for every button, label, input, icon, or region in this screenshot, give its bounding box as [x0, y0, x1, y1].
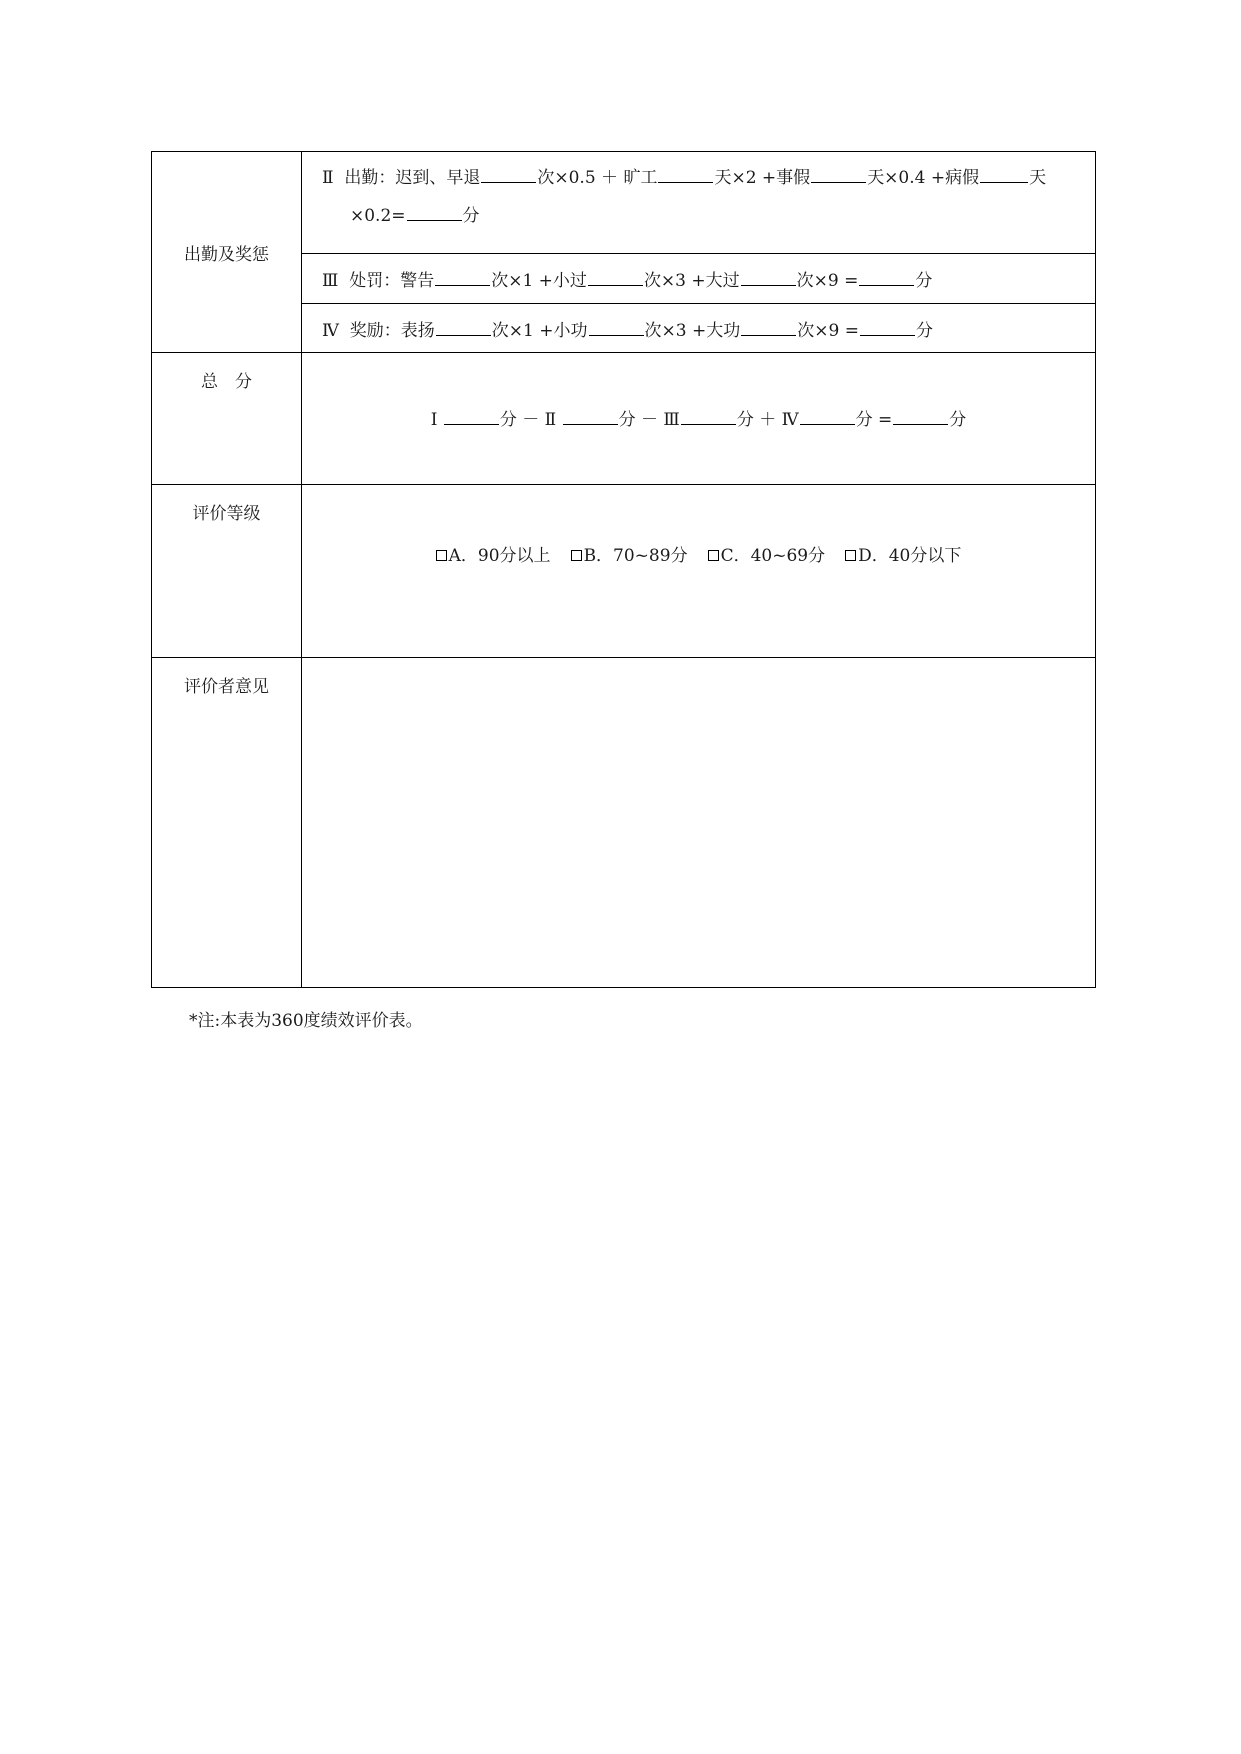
roman-ii: Ⅱ — [322, 168, 334, 188]
attendance-label: 出勤及奖惩 — [152, 152, 302, 353]
score-iii-blank[interactable] — [681, 407, 736, 425]
sick-leave-text: 天 — [1029, 168, 1047, 188]
attendance-score-unit: 分 — [462, 206, 480, 226]
absent-text: 天×2 +事假 — [714, 168, 811, 188]
opinion-label: 评价者意见 — [152, 658, 302, 988]
late-text: 次×0.5 ＋ 旷工 — [537, 168, 658, 188]
praise-blank[interactable] — [436, 318, 491, 336]
checkbox-icon[interactable] — [436, 550, 447, 561]
personal-leave-blank[interactable] — [811, 165, 866, 183]
checkbox-icon[interactable] — [571, 550, 582, 561]
total-seg-1: 分 － Ⅱ — [499, 410, 557, 430]
score-ii-blank[interactable] — [563, 407, 618, 425]
penalty-score-blank[interactable] — [859, 268, 914, 286]
reward-prefix: 奖励：表扬 — [349, 320, 435, 341]
penalty-prefix: 处罚：警告 — [349, 271, 435, 291]
personal-leave-text: 天×0.4 +病假 — [867, 168, 980, 188]
score-iv-blank[interactable] — [800, 407, 855, 425]
warning-blank[interactable] — [435, 268, 490, 286]
grade-options — [302, 485, 1096, 658]
minor-demerit-text: 次×3 +大过 — [643, 271, 740, 291]
total-formula — [302, 353, 1096, 485]
roman-iv: Ⅳ — [322, 320, 339, 341]
checkbox-icon[interactable] — [845, 550, 856, 561]
grade-option-d[interactable]: D．40分以下 — [845, 546, 961, 566]
minor-merit-blank[interactable] — [589, 318, 644, 336]
score-i-blank[interactable] — [444, 407, 499, 425]
grade-label: 评价等级 — [152, 485, 302, 658]
total-seg-5: 分 — [949, 410, 967, 430]
minor-demerit-blank[interactable] — [588, 268, 643, 286]
attendance-prefix: 出勤：迟到、早退 — [344, 168, 481, 188]
footnote: *注:本表为360度绩效评价表。 — [189, 1011, 423, 1031]
total-label: 总 分 — [152, 353, 302, 485]
reward-line — [302, 304, 1096, 353]
opinion-field[interactable] — [302, 658, 1096, 988]
penalty-score-unit: 分 — [915, 271, 933, 291]
total-seg-3: 分 ＋ Ⅳ — [736, 410, 799, 430]
sick-leave-blank[interactable] — [980, 165, 1028, 183]
late-count-blank[interactable] — [481, 165, 536, 183]
minor-merit-text: 次×3 +大功 — [644, 320, 741, 341]
major-merit-text: 次×9 = — [797, 320, 859, 341]
roman-iii: Ⅲ — [322, 271, 339, 291]
grade-option-a[interactable]: A．90分以上 — [436, 546, 551, 566]
penalty-line — [302, 254, 1096, 304]
attendance-score-blank[interactable] — [407, 203, 462, 221]
total-roman-i: Ⅰ — [430, 410, 438, 430]
total-seg-2: 分 － Ⅲ — [618, 410, 680, 430]
reward-score-unit: 分 — [915, 320, 933, 341]
evaluation-form-table — [151, 151, 1096, 988]
grade-option-b[interactable]: B．70~89分 — [571, 546, 688, 566]
checkbox-icon[interactable] — [708, 550, 719, 561]
grade-option-c[interactable]: C．40~69分 — [708, 546, 826, 566]
major-merit-blank[interactable] — [741, 318, 796, 336]
total-seg-4: 分 = — [855, 410, 893, 430]
praise-text: 次×1 +小功 — [491, 320, 588, 341]
reward-score-blank[interactable] — [860, 318, 915, 336]
major-demerit-text: 次×9 = — [796, 271, 859, 291]
warning-text: 次×1 +小过 — [491, 271, 587, 291]
absent-days-blank[interactable] — [658, 165, 713, 183]
total-score-blank[interactable] — [893, 407, 948, 425]
major-demerit-blank[interactable] — [741, 268, 796, 286]
attendance-line — [302, 152, 1096, 254]
sick-factor-text: ×0.2= — [350, 206, 406, 226]
